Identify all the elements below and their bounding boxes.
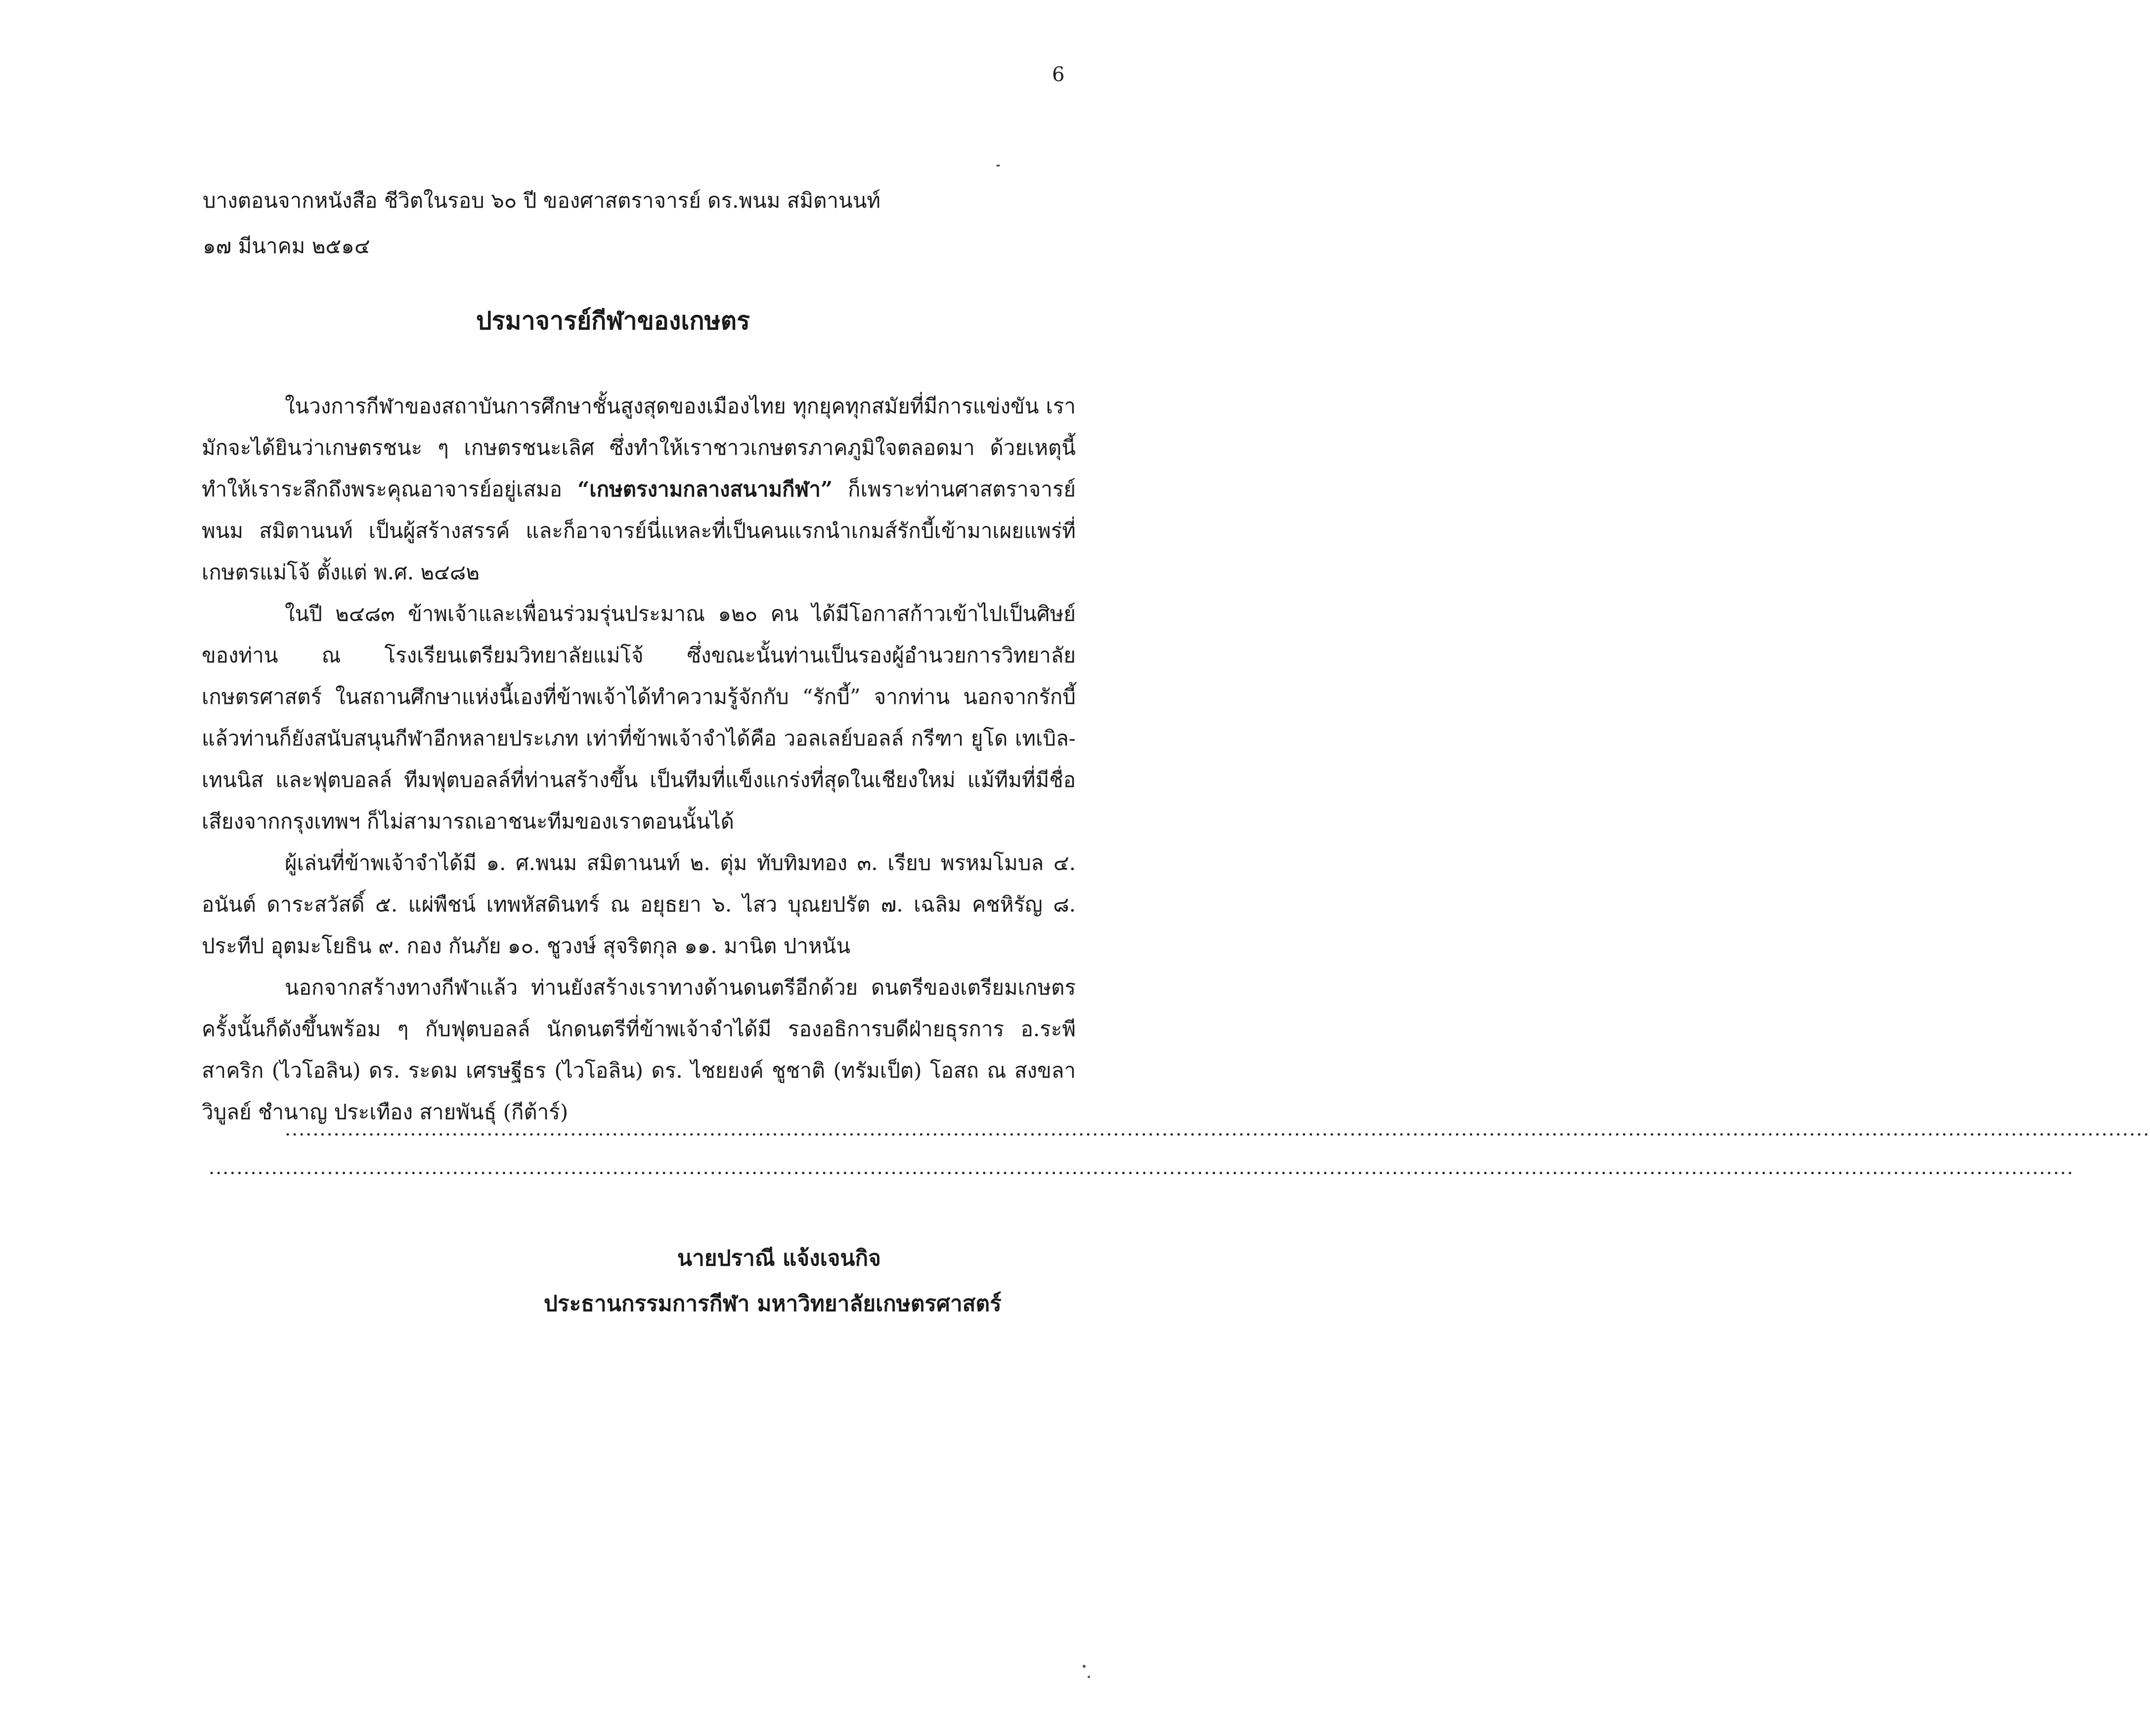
signatory-name: นายปราณี แจ้งเจนกิจ	[677, 1246, 881, 1271]
paragraph-4: นอกจากสร้างทางกีฬาแล้ว ท่านยังสร้างเราทางด้านดนตรีอีกด้วย ดนตรีของเตรียมเกษตรครั้งนั้นก็ดังขึ้นพร้อม ๆ กับฟุตบอลล์ นักดนตรีที่ข้าพเจ้าจำได้มี รองอธิการบดีฝ่ายธุรการ อ.ระพี สาคริก (ไวโอลิน) ดร. ระดม เศรษฐีธร (ไวโอลิน) ดร. ไชยยงค์ ชูชาติ (ทรัมเป็ต) โอสถ ณ สงขลา วิบูลย์ ชำนาญ ประเทือง สายพันธุ์ (กีต้าร์)	[202, 975, 1076, 1124]
source-date: ๑๗ มีนาคม ๒๕๑๔	[203, 234, 370, 258]
paragraph-2: ในปี ๒๔๘๓ ข้าพเจ้าและเพื่อนร่วมรุ่นประมาณ ๑๒๐ คน ได้มีโอกาสก้าวเข้าไปเป็นศิษย์ของท่าน ณ โรงเรียนเตรียมวิทยาลัยแม่โจ้ ซึ่งขณะนั้นท่านเป็นรองผู้อำนวยการวิทยาลัยเกษตรศาสตร์ ในสถานศึกษาแห่งนี้เองที่ข้าพเจ้าได้ทำความรู้จักกับ “รักบี้” จากท่าน นอกจากรักบี้แล้วท่านก็ยังสนับสนุนกีฬาอีกหลายประเภท เท่าที่ข้าพเจ้าจำได้คือ วอลเลย์บอลล์ กรีฑา ยูโด เทเบิล-เทนนิส และฟุตบอลล์ ทีมฟุตบอลล์ที่ท่านสร้างขึ้น เป็นทีมที่แข็งแกร่งที่สุดในเชียงใหม่ แม้ทีมที่มีชื่อเสียงจากกรุงเทพฯ ก็ไม่สามารถเอาชนะทีมของเราตอนนั้นได้	[202, 602, 1076, 833]
signatory-position: ประธานกรรมการกีฬา มหาวิทยาลัยเกษตรศาสตร์	[544, 1291, 1002, 1316]
source-citation	[203, 178, 880, 269]
document-body	[202, 386, 1076, 1133]
paragraph-1-text-b: ก็เพราะท่านศาสตราจารย์พนม สมิตานนท์ เป็นผู้สร้างสรรค์ และก็อาจารย์นี่แหละที่เป็นคนแรกนำเกมส์รักบี้เข้ามาเผยแพร่ที่เกษตรแม่โจ้ ตั้งแต่ พ.ศ. ๒๔๘๒	[202, 477, 1076, 584]
paragraph-1-text-a: ในวงการกีฬาของสถาบันการศึกษาชั้นสูงสุดของเมืองไทย ทุกยุคทุกสมัยที่มีการแข่งขัน เรามักจะได้ยินว่าเกษตรชนะ ๆ เกษตรชนะเลิศ ซึ่งทำให้เราชาวเกษตรภาคภูมิใจตลอดมา ด้วยเหตุนี้ทำให้เราระลึกถึงพระคุณอาจารย์อยู่เสมอ	[202, 394, 1076, 501]
page-number: 6	[1052, 63, 1065, 86]
scan-speck	[1083, 1665, 1086, 1668]
scan-speck	[1088, 1676, 1090, 1678]
paragraph-1	[202, 386, 1076, 593]
scan-speck	[996, 165, 1000, 167]
dotted-line: ............................................................................................................................................................................................................................................................................	[209, 1157, 2074, 1178]
quoted-motto: “เกษตรงามกลางสนามกีฬา”	[577, 477, 833, 501]
dotted-line: ............................................................................................................................................................................................................................................................................	[285, 1118, 2150, 1140]
signature-block	[544, 1236, 1078, 1327]
source-line: บางตอนจากหนังสือ ชีวิตในรอบ ๖๐ ปี ของศาสตราจารย์ ดร.พนม สมิตานนท์	[203, 188, 881, 213]
document-title: ปรมาจารย์กีฬาของเกษตร	[476, 306, 750, 335]
paragraph-3: ผู้เล่นที่ข้าพเจ้าจำได้มี ๑. ศ.พนม สมิตานนท์ ๒. ตุ่ม ทับทิมทอง ๓. เรียบ พรหมโมบล ๔. อนันต์ ดาระสวัสดิ์ ๕. แผ่พืชน์ เทพหัสดินทร์ ณ อยุธยา ๖. ไสว บุณยปรัต ๗. เฉลิม คชหิรัญ ๘. ประทีป อุตมะโยธิน ๙. กอง กันภัย ๑๐. ชูวงษ์ สุจริตกุล ๑๑. มานิต ปาหนัน	[202, 851, 1076, 958]
